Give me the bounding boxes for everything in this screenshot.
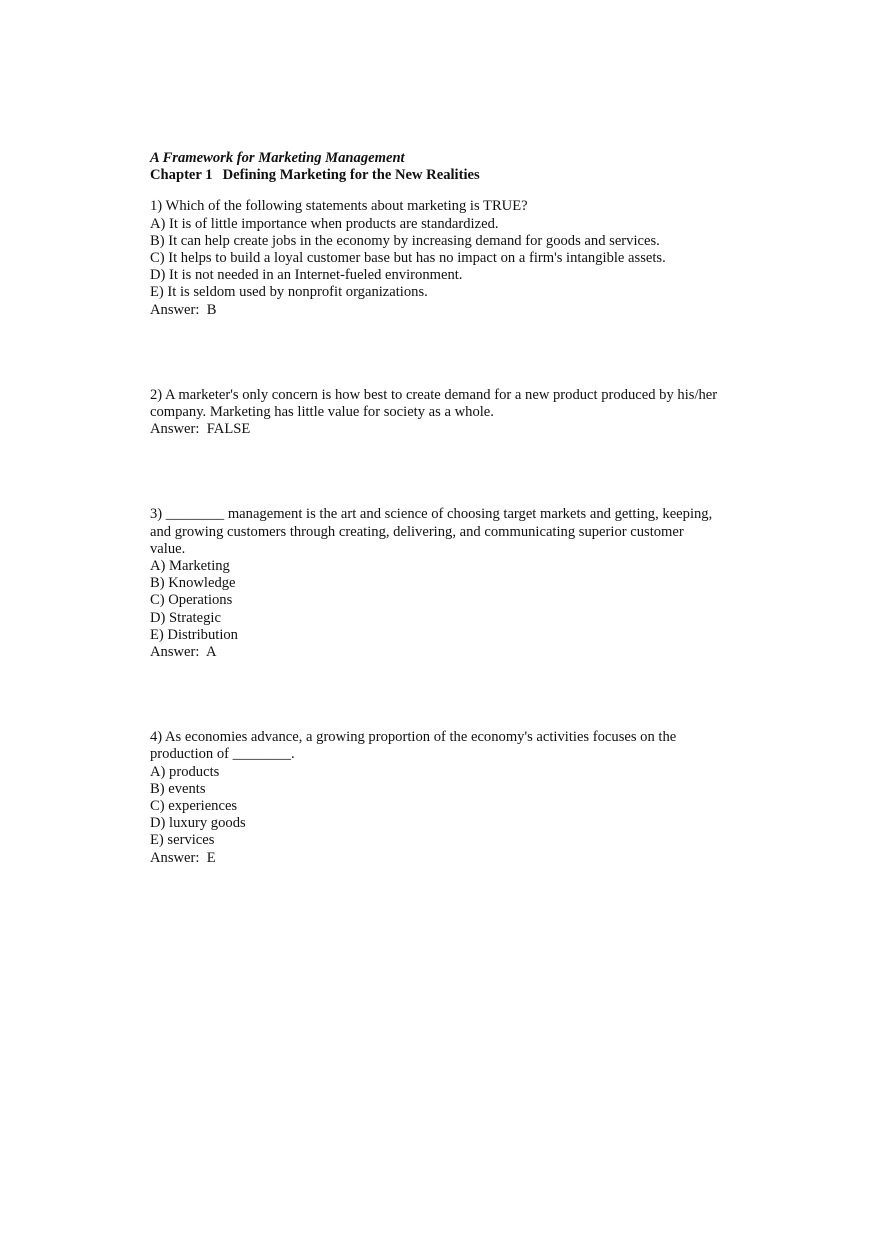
- answer-option-c: C) Operations: [150, 592, 233, 609]
- answer-option-e: E) Distribution: [150, 626, 238, 643]
- chapter-title: Defining Marketing for the New Realities: [222, 167, 480, 184]
- book-title: A Framework for Marketing Management: [150, 150, 405, 166]
- chapter-number: Chapter 1: [150, 167, 213, 184]
- answer-option-c: C) It helps to build a loyal customer base but has no impact on a firm's intangible assets.: [150, 250, 666, 267]
- question-2: [150, 387, 750, 439]
- question-stem-line: 3) ________ management is the art and science of choosing target markets and getting, keeping,: [150, 506, 713, 523]
- answer-option-d: D) Strategic: [150, 609, 221, 626]
- answer-key: Answer: E: [150, 849, 216, 866]
- answer-key: Answer: FALSE: [150, 421, 251, 438]
- answer-key: Answer: B: [150, 301, 217, 318]
- question-stem-line: production of ________.: [150, 746, 295, 763]
- answer-option-a: A) products: [150, 763, 220, 780]
- question-stem-line: value.: [150, 540, 186, 557]
- answer-option-a: A) It is of little importance when products are standardized.: [150, 215, 499, 232]
- question-4: [150, 729, 750, 867]
- question-stem-line: 4) As economies advance, a growing proportion of the economy's activities focuses on the: [150, 729, 677, 746]
- answer-key: Answer: A: [150, 644, 217, 661]
- chapter-heading: [150, 167, 750, 184]
- answer-option-b: B) Knowledge: [150, 575, 236, 592]
- answer-option-c: C) experiences: [150, 798, 238, 815]
- answer-option-b: B) It can help create jobs in the economy by increasing demand for goods and services.: [150, 232, 660, 249]
- answer-option-a: A) Marketing: [150, 558, 230, 575]
- question-stem: 1) Which of the following statements about marketing is TRUE?: [150, 198, 528, 215]
- question-1: [150, 198, 750, 318]
- question-stem-line: 2) A marketer's only concern is how best to create demand for a new product produced by his/her: [150, 386, 718, 403]
- answer-option-d: D) luxury goods: [150, 815, 246, 832]
- question-stem-line: and growing customers through creating, delivering, and communicating superior customer: [150, 523, 684, 540]
- document-page: [150, 150, 750, 867]
- question-stem-line: company. Marketing has little value for society as a whole.: [150, 404, 494, 421]
- answer-option-b: B) events: [150, 780, 206, 797]
- answer-option-d: D) It is not needed in an Internet-fueled environment.: [150, 267, 463, 284]
- answer-option-e: E) services: [150, 832, 215, 849]
- question-3: [150, 506, 750, 661]
- answer-option-e: E) It is seldom used by nonprofit organizations.: [150, 284, 428, 301]
